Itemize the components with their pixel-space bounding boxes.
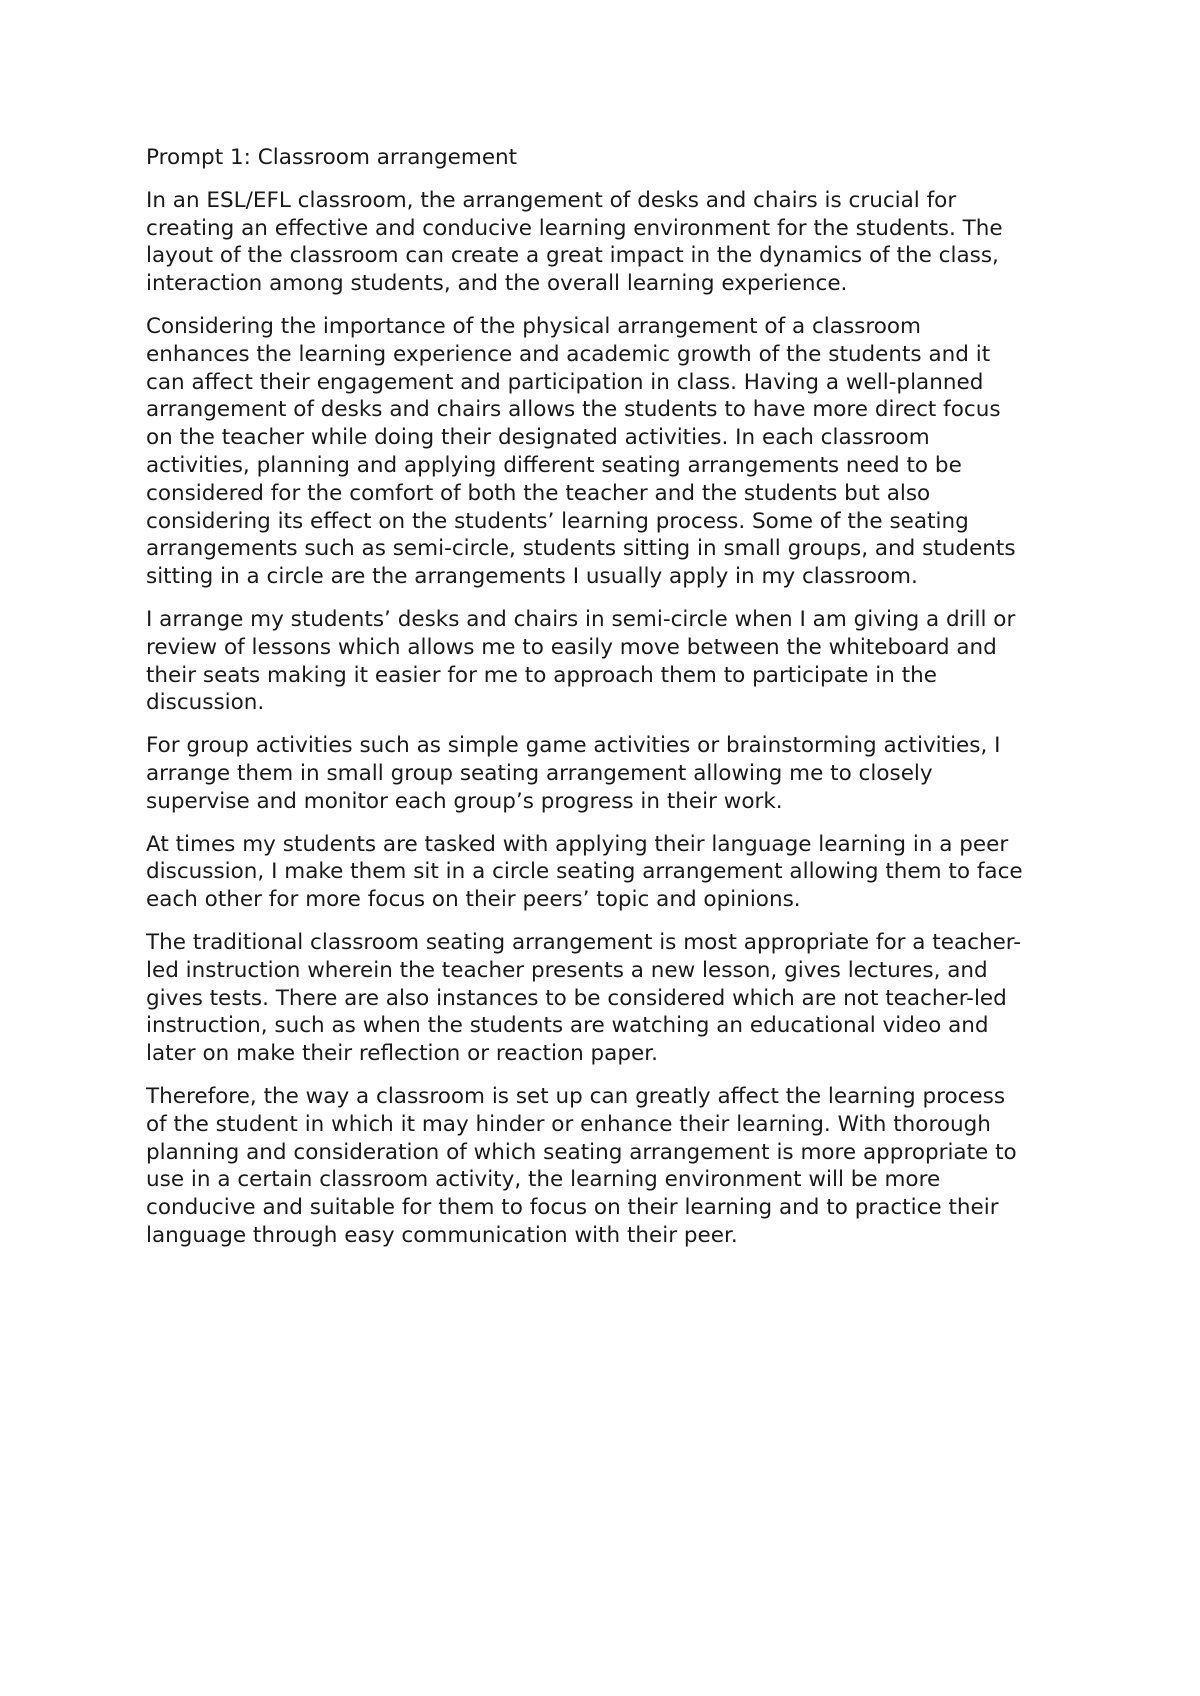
text-line: planning and consideration of which seating arrangement is more appropriate to — [146, 1139, 1017, 1165]
text-line: gives tests. There are also instances to be considered which are not teacher-led — [146, 985, 1007, 1011]
text-line: discussion, I make them sit in a circle seating arrangement allowing them to face — [146, 859, 1023, 885]
text-line: led instruction wherein the teacher presents a new lesson, gives lectures, and — [146, 957, 988, 983]
text-line: can affect their engagement and participation in class. Having a well-planned — [146, 369, 984, 395]
text-line: their seats making it easier for me to approach them to participate in the — [146, 662, 938, 688]
text-line: layout of the classroom can create a great impact in the dynamics of the class, — [146, 243, 999, 269]
text-line: considering its effect on the students’ learning process. Some of the seating — [146, 508, 969, 534]
text-line: Therefore, the way a classroom is set up can greatly affect the learning process — [146, 1083, 1006, 1109]
text-line: supervise and monitor each group’s progress in their work. — [146, 788, 783, 814]
text-line: arrangement of desks and chairs allows the students to have more direct focus — [146, 397, 1001, 423]
paragraph-conclusion — [146, 1083, 1066, 1250]
paragraph-group-activities — [146, 732, 1066, 815]
document-body — [146, 144, 1066, 1265]
text-line: language through easy communication with their peer. — [146, 1222, 738, 1248]
paragraph-circle — [146, 831, 1066, 914]
text-line: creating an effective and conducive learning environment for the students. The — [146, 215, 1003, 241]
text-line: I arrange my students’ desks and chairs in semi-circle when I am giving a drill or — [146, 606, 1016, 632]
text-line: In an ESL/EFL classroom, the arrangement of desks and chairs is crucial for — [146, 187, 957, 213]
text-line: enhances the learning experience and academic growth of the students and it — [146, 341, 991, 367]
text-line: use in a certain classroom activity, the learning environment will be more — [146, 1167, 941, 1193]
paragraph-traditional — [146, 929, 1066, 1068]
text-line: considered for the comfort of both the teacher and the students but also — [146, 480, 931, 506]
text-line: Prompt 1: Classroom arrangement — [146, 145, 518, 170]
text-line: instruction, such as when the students are watching an educational video and — [146, 1013, 989, 1039]
text-line: each other for more focus on their peers’ topic and opinions. — [146, 887, 801, 913]
text-line: later on make their reflection or reaction paper. — [146, 1041, 658, 1067]
text-line: At times my students are tasked with applying their language learning in a peer — [146, 831, 1009, 857]
text-line: conducive and suitable for them to focus on their learning and to practice their — [146, 1195, 999, 1221]
text-line: arrangements such as semi-circle, students sitting in small groups, and students — [146, 536, 1016, 562]
text-line: The traditional classroom seating arrangement is most appropriate for a teacher- — [146, 929, 1022, 955]
paragraph-importance — [146, 313, 1066, 591]
text-line: interaction among students, and the overall learning experience. — [146, 271, 848, 297]
text-line: review of lessons which allows me to easily move between the whiteboard and — [146, 634, 997, 660]
paragraph-introduction — [146, 187, 1066, 298]
text-line: activities, planning and applying different seating arrangements need to be — [146, 452, 962, 478]
text-line: For group activities such as simple game activities or brainstorming activities, I — [146, 733, 1001, 759]
paragraph-semi-circle — [146, 606, 1066, 717]
text-line: on the teacher while doing their designated activities. In each classroom — [146, 425, 930, 451]
text-line: discussion. — [146, 690, 265, 716]
document-title — [146, 144, 1066, 172]
text-line: sitting in a circle are the arrangements I usually apply in my classroom. — [146, 564, 918, 590]
text-line: of the student in which it may hinder or enhance their learning. With thorough — [146, 1111, 991, 1137]
text-line: Considering the importance of the physical arrangement of a classroom — [146, 313, 921, 339]
text-line: arrange them in small group seating arrangement allowing me to closely — [146, 760, 933, 786]
